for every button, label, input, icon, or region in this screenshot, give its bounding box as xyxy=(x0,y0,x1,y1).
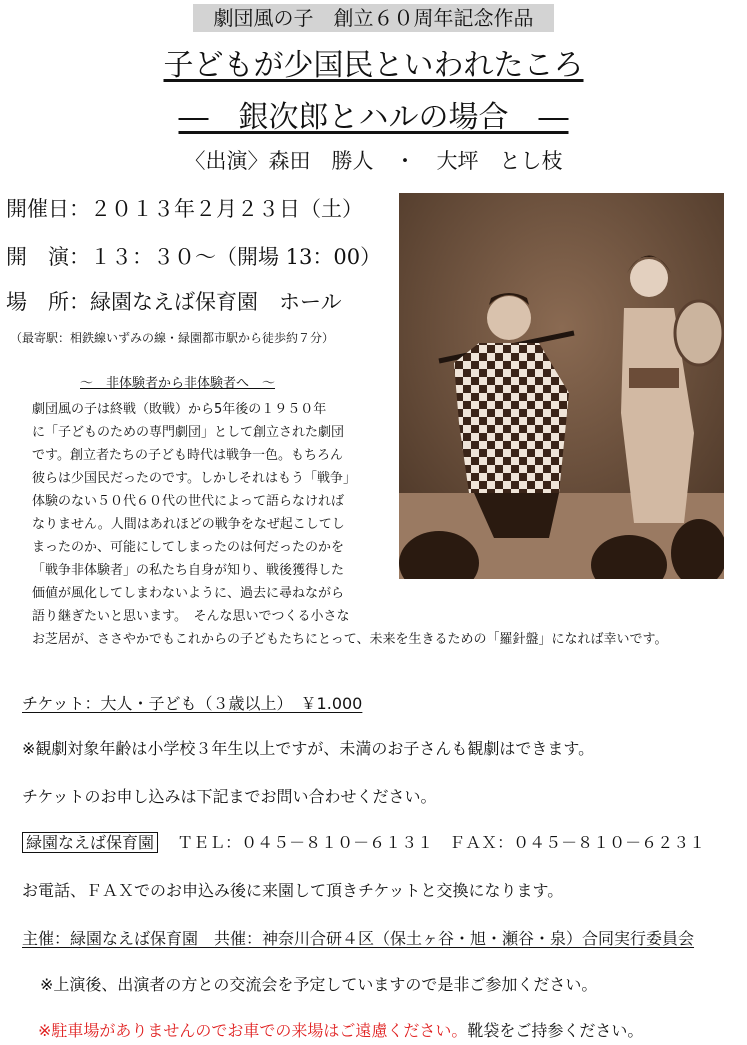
essay-line: 彼らは少国民だったのです。しかしそれはもう「戦争」 xyxy=(32,471,356,486)
essay-line: 劇団風の子は終戦（敗戦）から5年後の１９５０年 xyxy=(32,402,327,417)
parking-line xyxy=(38,1020,643,1042)
access-note: （最寄駅：相鉄線いずみの線・緑園都市駅から徒歩約７分） xyxy=(10,331,335,345)
essay-body xyxy=(32,398,667,651)
exchange-note: お電話、ＦＡＸでのお申込み後に来園して頂きチケットと交換になります。 xyxy=(22,881,564,900)
contact-line xyxy=(22,832,705,854)
meeting-note: ※上演後、出演者の方との交流会を予定していますので是非ご参加ください。 xyxy=(40,975,598,994)
essay-line: 価値が風化してしまわないように、過去に尋ねながら xyxy=(32,586,345,601)
essay-line: まったのか、可能にしてしまったのは何だったのかを xyxy=(32,540,345,555)
essay-line: に「子どものための専門劇団」として創立された劇団 xyxy=(32,425,345,440)
contact-name: 緑園なえば保育園 xyxy=(22,832,158,853)
essay-line: 体験のない５０代６０代の世代によって語らなければ xyxy=(32,494,345,509)
shoe-bag-note: 靴袋をご持参ください。 xyxy=(467,1021,644,1040)
essay-line: なりません。人間はあれほどの戦争をなぜ起こしてし xyxy=(32,517,345,532)
parking-warning: ※駐車場がありませんのでお車での来場はご遠慮ください。 xyxy=(38,1021,468,1040)
ticket-price: チケット：大人・子ども（３歳以上） ￥1.000 xyxy=(22,694,363,713)
essay-line: 「戦争非体験者」の私たち自身が知り、戦後獲得した xyxy=(32,563,345,578)
essay-line: お芝居が、ささやかでもこれからの子どもたちにとって、未来を生きるための「羅針盤」になれば幸いです。 xyxy=(32,632,668,647)
sub-title: ― 銀次郎とハルの場合 ― xyxy=(178,100,569,135)
event-time: 開 演：１３：３０～（開場 13：00） xyxy=(6,245,382,269)
essay-line: です。創立者たちの子ども時代は戦争一色。もちろん xyxy=(32,448,343,463)
cast-line: 〈出演〉森田 勝人 ・ 大坪 とし枝 xyxy=(184,149,563,173)
organizer-line: 主催：緑園なえば保育園 共催：神奈川合研４区（保土ヶ谷・旭・瀬谷・泉）合同実行委員会 xyxy=(22,929,695,948)
essay-line: 語り継ぎたいと思います。 そんな思いでつくる小さな xyxy=(32,609,350,624)
event-date: 開催日：２０１３年２月２３日（土） xyxy=(6,197,363,221)
age-note: ※観劇対象年齢は小学校３年生以上ですが、未満のお子さんも観劇はできます。 xyxy=(22,739,595,758)
contact-phone-fax: ＴＥＬ：０４５－８１０－６１３１ ＦＡＸ：０４５－８１０－６２３１ xyxy=(177,833,706,852)
header-banner: 劇団風の子 創立６０周年記念作品 xyxy=(193,4,554,32)
inquiry-text: チケットのお申し込みは下記までお問い合わせください。 xyxy=(22,787,437,806)
main-title: 子どもが少国民といわれたころ xyxy=(163,48,584,83)
event-venue: 場 所：緑園なえば保育園 ホール xyxy=(6,290,342,314)
essay-heading: ～ 非体験者から非体験者へ ～ xyxy=(80,376,276,391)
